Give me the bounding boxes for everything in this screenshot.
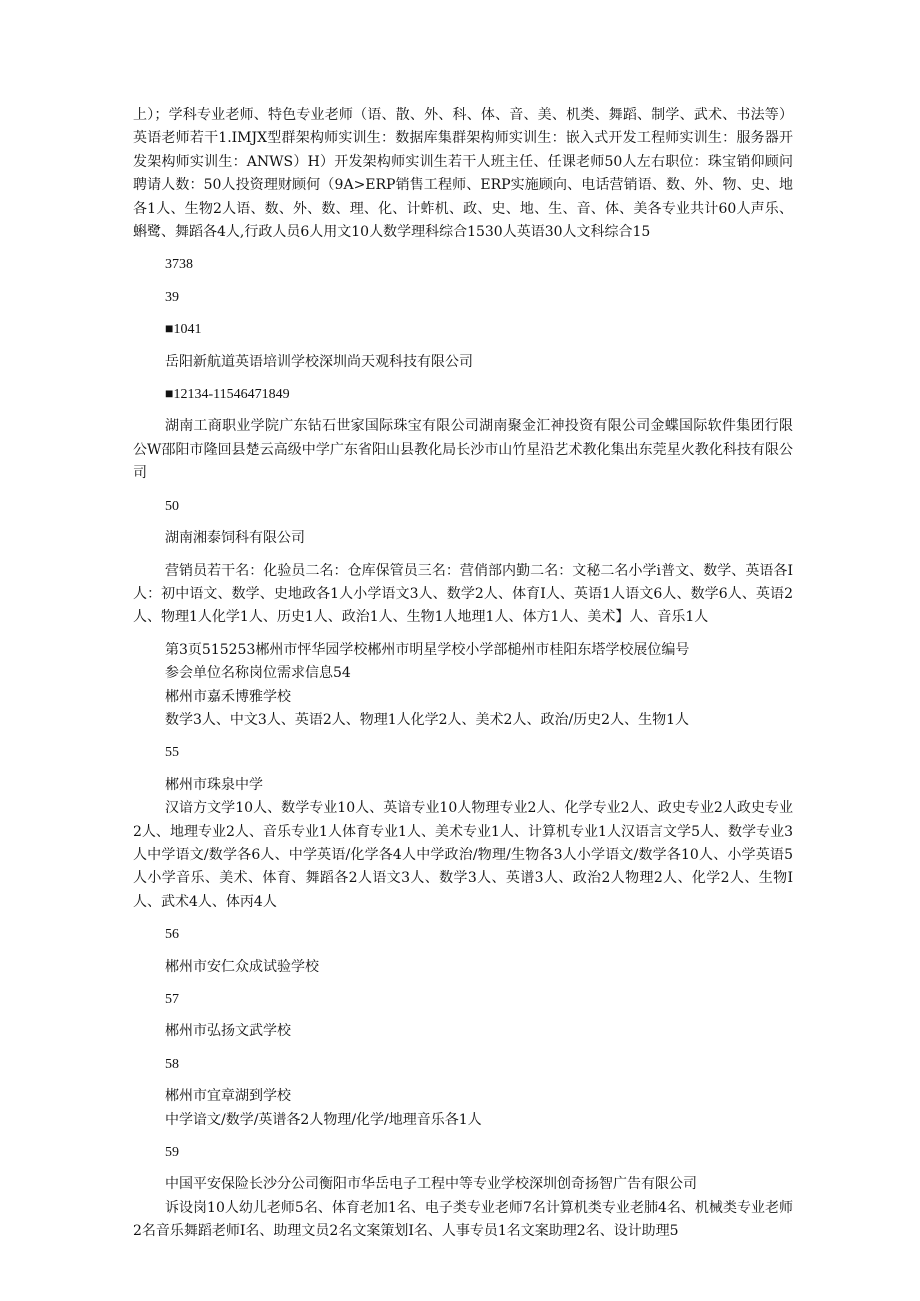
company-name-jiahe-boya: 郴州市嘉禾博雅学校	[165, 688, 291, 705]
company-name-yizhang: 郴州市宜章湖到学校	[165, 1088, 291, 1105]
company-names-pingan-huayue: 中国平安保险长沙分公司衡阳市华岳电子工程中等专业学校深圳创奇扬智广告有限公司	[165, 1176, 697, 1193]
company-name-hongyang: 郴州市弘扬文武学校	[165, 1023, 291, 1040]
booth-number-39: 39	[165, 289, 179, 305]
paragraph-huayue-positions: 诉设岗10人幼儿老师5名、体育老加1名、电子类专业老师7名计算机类专业老肺4名、机械类专业老师2名音乐舞蹈老师I名、助理文员2名文案策划I名、人事专员1名文案助理2名、设计助理5	[133, 1199, 793, 1240]
document-page	[133, 104, 793, 1253]
booth-numbers-37-38: 3738	[165, 257, 193, 273]
company-name-anren: 郴州市安仁众成试验学校	[165, 958, 319, 975]
booth-number-59: 59	[165, 1145, 179, 1161]
paragraph-xiangtai-positions: 营销员若干名：化验员二名：仓库保管员三名：营俏部内勤二名：文秘二名小学i普文、数学、英语各I人：初中语文、数学、史地政各1人小学语文3人、数学2人、体育I人、英语1人语文6人、数学6人、英语2人、物理1人化学1人、历史1人、政治1人、生物1人地理1人、体方1人、美术】人、音乐1人	[133, 562, 793, 626]
booth-number-56: 56	[165, 927, 179, 943]
paragraph-company-list: 湖南工商职业学院广东钻石世家国际珠宝有限公司湖南聚金汇神投资有限公司金蝶国际软件集团行限公W邵阳市隆回县楚云高级中学广东省阳山县教化局长沙市山竹星沿艺术教化集出东莞星火教化科技有限公司	[133, 418, 793, 482]
page-marker-line: 第3页515253郴州市怦华园学校郴州市明星学校小学部槌州市桂阳东塔学校展位编号	[165, 641, 690, 658]
booth-number-55: 55	[165, 745, 179, 761]
booth-number-50: 50	[165, 498, 179, 514]
yizhang-positions: 中学谙文/数学/英谱各2人物理/化学/地理音乐各1人	[165, 1111, 482, 1128]
table-header-line: 参会单位名称岗位需求信息54	[165, 665, 351, 682]
booth-number-57: 57	[165, 992, 179, 1007]
paragraph-job-list-continued: 上）；学科专业老师、特色专业老师（语、散、外、科、体、音、美、机类、舞蹈、制学、武术、书法等）英语老师若干1.IMJX型群架构师实训生：数据库集群架构师实训生：嵌入式开发工程师实训生：服务器开发架构师实训生：ANWS）H）开发架构师实训生若干人班主任、任课老师50人左右职位：珠宝销仰顾问聘请人数：50人投资理财顾何（9A>ERP销售工程师、ERP实施顾向、电话营销语、数、外、物、史、地各1人、生物2人语、数、外、数、理、化、计蚱机、政、史、地、生、音、体、美各专业共计60人声乐、蝌鹭、舞蹈各4人,行政人员6人用文10人数学理科综合1530人英语30人文科综合15	[133, 107, 793, 241]
company-name-xiangtai: 湖南湘泰饲科有限公司	[165, 530, 305, 547]
booth-number-1041: ■1041	[165, 322, 202, 338]
paragraph-zhuquan-positions: 汉谙方文学10人、数学专业10人、英谙专业10人物理专业2人、化学专业2人、政史专业2人政史专业2人、地理专业2人、音乐专业1人体育专业1人、美术专业1人、计算机专业1人汉语言文学5人、数学专业3人中学语文/数学各6人、中学英语/化学各4人中学政治/物理/生物各3人小学语文/数学各10人、小学英语5人小学音乐、美术、体育、舞蹈各2人语文3人、数学3人、英谱3人、政治2人物理2人、化学2人、生物I人、武术4人、体丙4人	[133, 800, 793, 910]
booth-number-58: 58	[165, 1056, 179, 1072]
company-names-yueyang-shenzhen: 岳阳新航道英语培训学校深圳尚天观科技有限公司	[165, 353, 473, 370]
jiahe-boya-positions: 数学3人、中文3人、英语2人、物理1人化学2人、美术2人、政治/历史2人、生物1人	[165, 711, 689, 728]
booth-number-range: ■12134-11546471849	[165, 387, 290, 403]
company-name-zhuquan: 郴州市珠泉中学	[165, 776, 263, 793]
